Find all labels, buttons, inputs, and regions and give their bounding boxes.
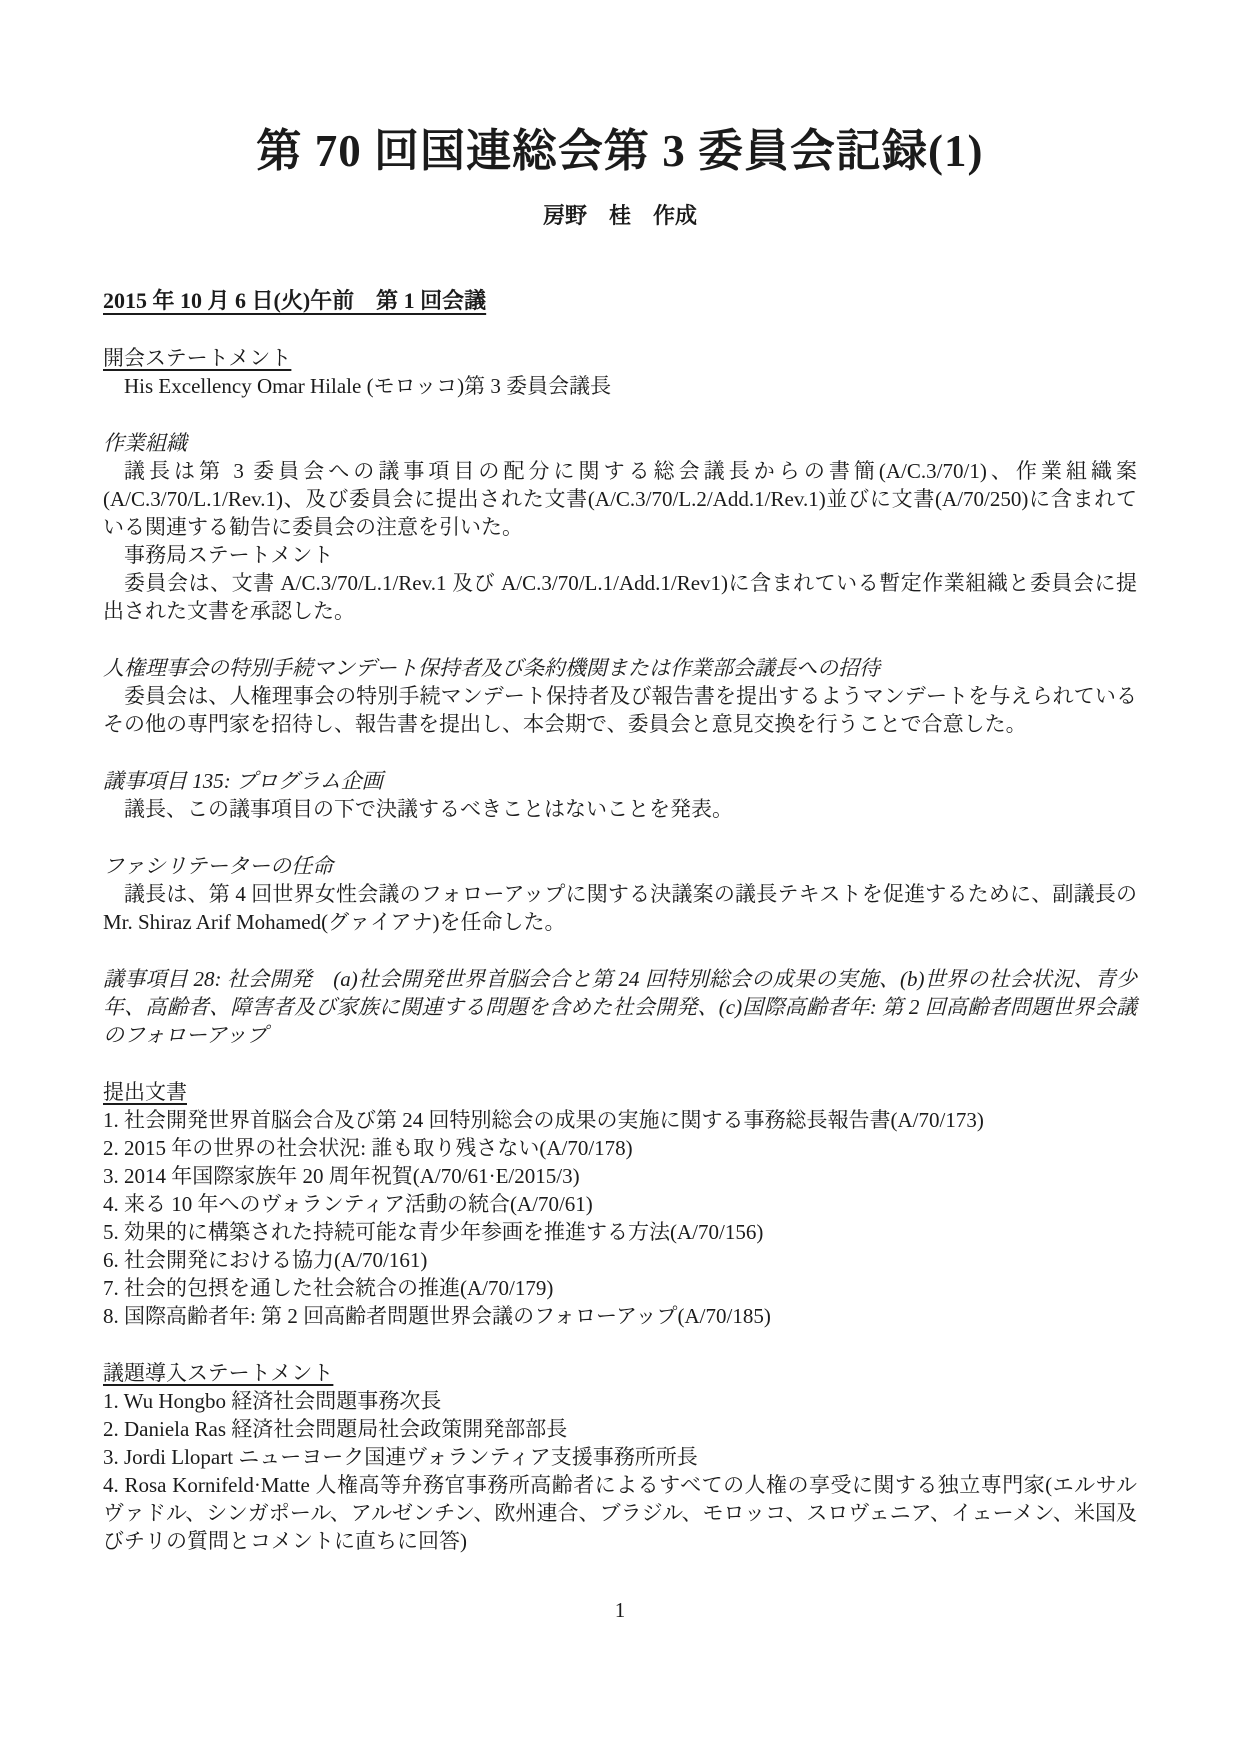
author-line: 房野 桂 作成 — [542, 202, 697, 228]
hrc-invitation-paragraph: 委員会は、人権理事会の特別手続マンデート保持者及び報告書を提出するようマンデートを与えられているその他の専門家を招待し、報告書を提出し、本会期で、委員会と意見交換を行うことで合意した。 — [103, 683, 1137, 736]
section-introductory-statements — [103, 1359, 1137, 1555]
introductory-statement-item: 3. Jordi Llopart ニューヨーク国連ヴォランティア支援事務所所長 — [103, 1444, 698, 1469]
section-hrc-invitation — [103, 654, 1137, 738]
submitted-document-item: 6. 社会開発における協力(A/70/161) — [103, 1247, 428, 1272]
section-agenda-item-135 — [103, 767, 1137, 823]
submitted-document-item: 7. 社会的包摂を通した社会統合の推進(A/70/179) — [103, 1275, 554, 1300]
introductory-statement-item: 4. Rosa Kornifeld·Matte 人権高等弁務官事務所高齢者によるすべての人権の享受に関する独立専門家(エルサルヴァドル、シンガポール、アルゼンチン、欧州連合、ブラジル、モロッコ、スロヴェニア、イェーメン、米国及びチリの質問とコメントに直ちに回答) — [103, 1472, 1137, 1553]
agenda-item-135-paragraph: 議長、この議事項目の下で決議するべきことはないことを発表。 — [124, 796, 733, 821]
submitted-documents-heading: 提出文書 — [103, 1079, 187, 1104]
submitted-document-item: 2. 2015 年の世界の社会状況: 誰も取り残さない(A/70/178) — [103, 1135, 633, 1160]
opening-statement-heading: 開会ステートメント — [103, 345, 292, 370]
section-submitted-documents — [103, 1078, 1137, 1330]
submitted-document-item: 1. 社会開発世界首脳会合及び第 24 回特別総会の成果の実施に関する事務総長報告書(A/70/173) — [103, 1107, 984, 1132]
page-number: 1 — [614, 1598, 626, 1622]
agenda-item-135-heading: 議事項目 135: プログラム企画 — [103, 768, 383, 793]
section-agenda-item-28 — [103, 965, 1137, 1049]
facilitator-appointment-paragraph: 議長は、第 4 回世界女性会議のフォローアップに関する決議案の議長テキストを促進するために、副議長の Mr. Shiraz Arif Mohamed(グァイアナ)を任命した。 — [103, 881, 1137, 934]
submitted-document-item: 8. 国際高齢者年: 第 2 回高齢者問題世界会議のフォローアップ(A/70/185) — [103, 1303, 771, 1328]
hrc-invitation-heading: 人権理事会の特別手続マンデート保持者及び条約機関または作業部会議長への招待 — [103, 655, 880, 680]
introductory-statements-heading: 議題導入ステートメント — [103, 1360, 334, 1385]
meeting-date-heading: 2015 年 10 月 6 日(火)午前 第 1 回会議 — [103, 287, 487, 313]
document-title: 第 70 回国連総会第 3 委員会記録(1) — [256, 126, 984, 176]
agenda-item-28-heading: 議事項目 28: 社会開発 (a)社会開発世界首脳会合と第 24 回特別総会の成果の実施、(b)世界の社会状況、青少年、高齢者、障害者及び家族に関連する問題を含めた社会開発、(c)国際高齢者年: 第 2 回高齢者問題世界会議のフォローアップ — [103, 966, 1137, 1047]
section-opening-statement — [103, 344, 1137, 400]
submitted-document-item: 4. 来る 10 年へのヴォランティア活動の統合(A/70/61) — [103, 1191, 593, 1216]
work-organization-heading: 作業組織 — [103, 430, 187, 455]
work-organization-paragraph-1: 議長は第 3 委員会への議事項目の配分に関する総会議長からの書簡(A/C.3/70/1)、作業組織案(A/C.3/70/L.1/Rev.1)、及び委員会に提出された文書(A/C.3/70/L.2/Add.1/Rev.1)並びに文書(A/70/250)に含まれている関連する勧告に委員会の注意を引いた。 — [103, 458, 1137, 539]
section-facilitator-appointment — [103, 852, 1137, 936]
introductory-statement-item: 1. Wu Hongbo 経済社会問題事務次長 — [103, 1388, 442, 1413]
work-organization-subheading: 事務局ステートメント — [124, 542, 334, 567]
submitted-document-item: 3. 2014 年国際家族年 20 周年祝賀(A/70/61·E/2015/3) — [103, 1163, 580, 1188]
facilitator-appointment-heading: ファシリテーターの任命 — [103, 853, 334, 878]
work-organization-paragraph-2: 委員会は、文書 A/C.3/70/L.1/Rev.1 及び A/C.3/70/L.1/Add.1/Rev1)に含まれている暫定作業組織と委員会に提出された文書を承認した。 — [103, 570, 1137, 623]
submitted-document-item: 5. 効果的に構築された持続可能な青少年参画を推進する方法(A/70/156) — [103, 1219, 764, 1244]
opening-statement-line: His Excellency Omar Hilale (モロッコ)第 3 委員会議長 — [124, 373, 612, 398]
section-work-organization — [103, 429, 1137, 625]
introductory-statement-item: 2. Daniela Ras 経済社会問題局社会政策開発部部長 — [103, 1416, 568, 1441]
